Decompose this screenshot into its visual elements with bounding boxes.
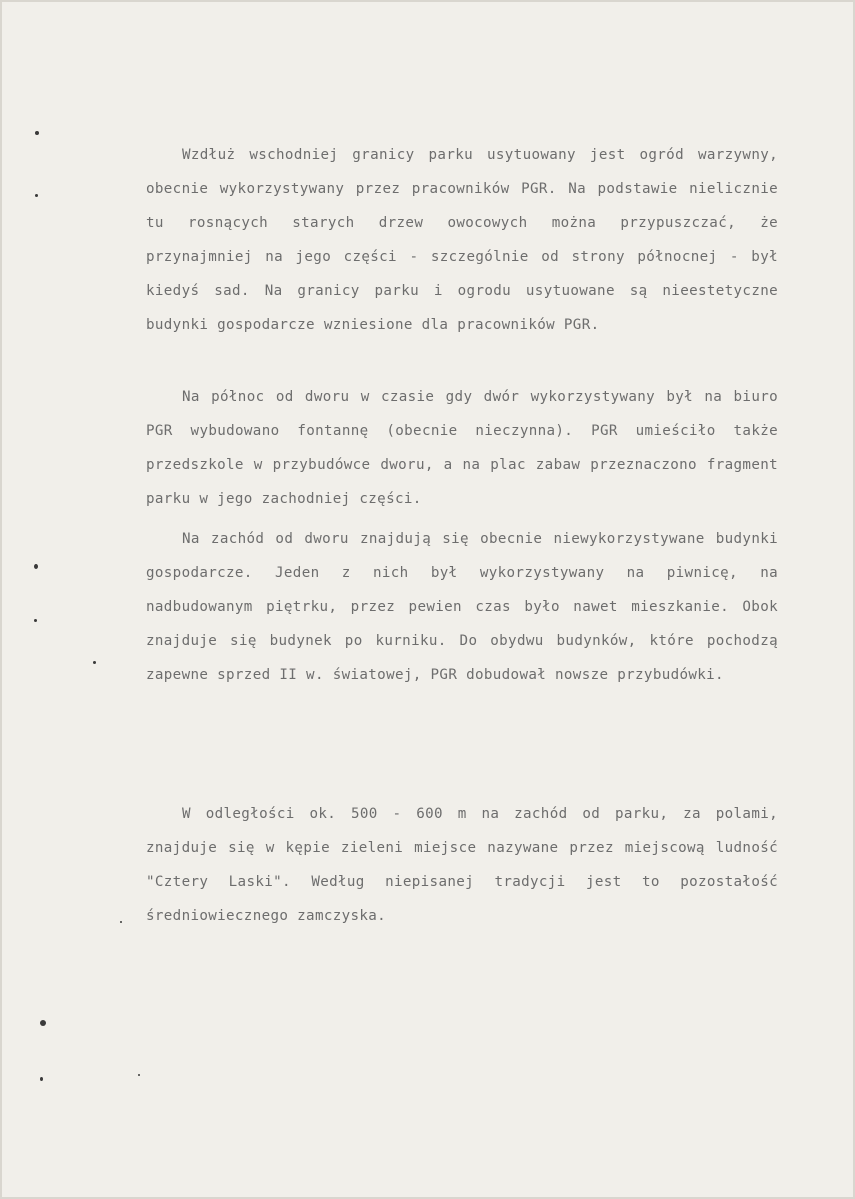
- paragraph-fountain: [146, 380, 778, 516]
- paragraph-garden: [146, 138, 778, 342]
- paragraph-text: Na zachód od dworu znajdują się obecnie niewykorzystywane budynki gospodarcze. Jeden z nich był wykorzystywany na piwnicę, na nadbudowanym piętrku, przez pewien czas było nawet mieszkanie. Obok znajduje się budynek po kurniku. Do obydwu budynków, które pochodzą zapewne sprzed II w. światowej, PGR dobudował nowsze przybudówki.: [146, 531, 778, 683]
- scan-speck: [138, 1074, 140, 1076]
- paragraph-text: Wzdłuż wschodniej granicy parku usytuowany jest ogród warzywny, obecnie wykorzystywany przez pracowników PGR. Na podstawie nielicznie tu rosnących starych drzew owocowych można przypuszczać, że przynajmniej na jego części - szczególnie od strony północnej - był kiedyś sad. Na granicy parku i ogrodu usytuowane są nieestetyczne budynki gospodarcze wzniesione dla pracowników PGR.: [146, 147, 778, 333]
- scan-speck: [35, 194, 38, 197]
- paragraph-text: Na północ od dworu w czasie gdy dwór wykorzystywany był na biuro PGR wybudowano fontannę (obecnie nieczynna). PGR umieściło także przedszkole w przybudówce dworu, a na plac zabaw przeznaczono fragment parku w jego zachodniej części.: [146, 389, 778, 507]
- paragraph-farm-buildings: [146, 522, 778, 692]
- scan-speck: [34, 564, 38, 569]
- scan-speck: [120, 921, 122, 923]
- scan-speck: [93, 661, 96, 664]
- scan-speck: [40, 1077, 43, 1081]
- paragraph-castle-remains: [146, 797, 778, 933]
- scan-speck: [34, 619, 37, 622]
- scan-speck: [35, 131, 39, 135]
- scan-speck: [40, 1020, 46, 1026]
- paragraph-text: W odległości ok. 500 - 600 m na zachód od parku, za polami, znajduje się w kępie zieleni miejsce nazywane przez miejscową ludność "Cztery Laski". Według niepisanej tradycji jest to pozostałość średniowiecznego zamczyska.: [146, 806, 778, 924]
